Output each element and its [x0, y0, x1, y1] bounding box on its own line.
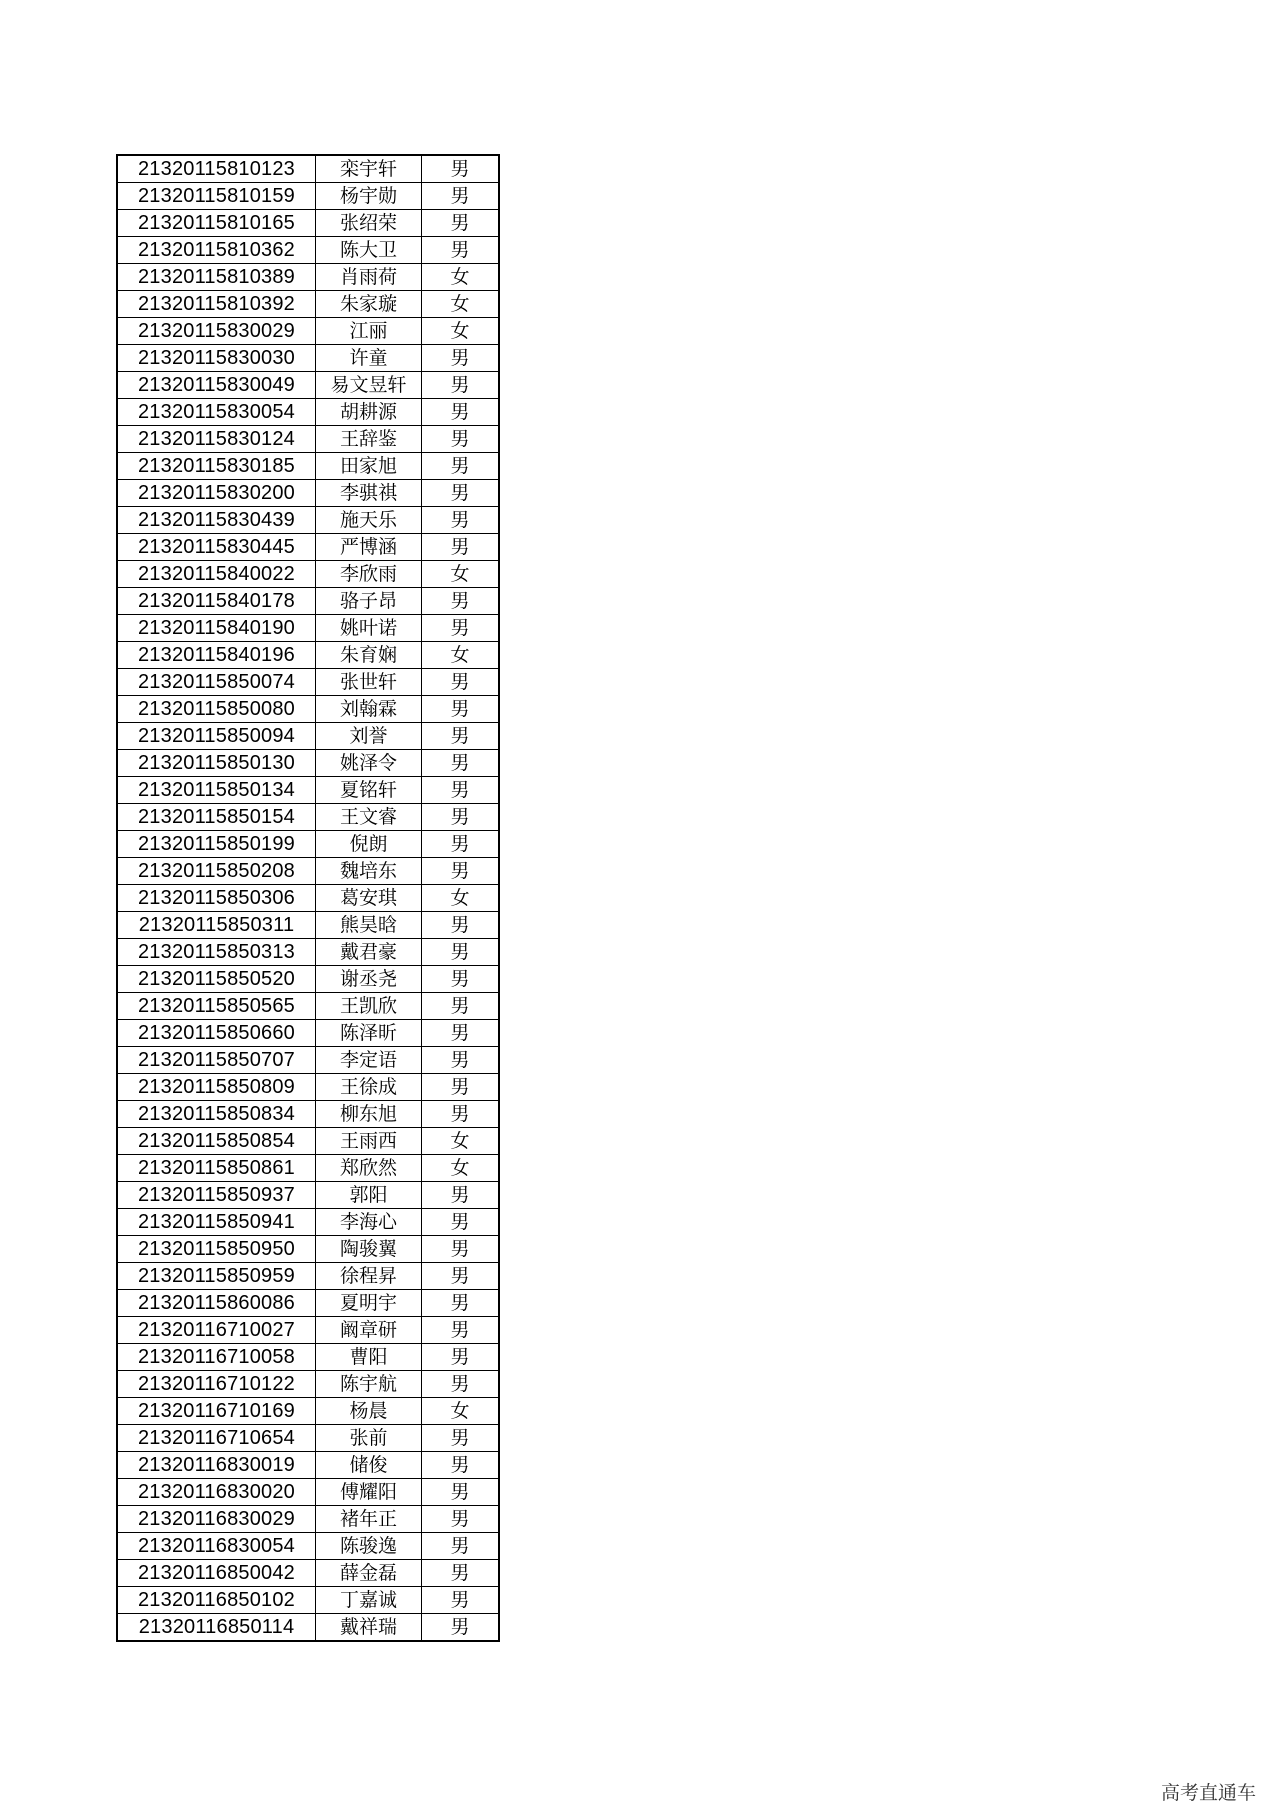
student-name-cell: 张世轩 — [316, 669, 422, 696]
gender-cell: 男 — [422, 939, 500, 966]
gender-cell: 男 — [422, 1047, 500, 1074]
table-row — [117, 426, 499, 453]
student-name-cell: 李骐祺 — [316, 480, 422, 507]
table-row — [117, 534, 499, 561]
gender-cell: 男 — [422, 696, 500, 723]
table-row — [117, 264, 499, 291]
roster-body — [117, 155, 499, 1641]
gender-cell: 男 — [422, 912, 500, 939]
gender-cell: 男 — [422, 669, 500, 696]
exam-number-cell: 21320116710122 — [117, 1371, 316, 1398]
gender-cell: 男 — [422, 858, 500, 885]
table-row — [117, 561, 499, 588]
exam-number-cell: 21320115850313 — [117, 939, 316, 966]
exam-number-cell: 21320116830019 — [117, 1452, 316, 1479]
student-name-cell: 丁嘉诚 — [316, 1587, 422, 1614]
gender-cell: 男 — [422, 1479, 500, 1506]
exam-number-cell: 21320115830445 — [117, 534, 316, 561]
gender-cell: 男 — [422, 345, 500, 372]
gender-cell: 男 — [422, 210, 500, 237]
student-name-cell: 王文睿 — [316, 804, 422, 831]
exam-number-cell: 21320115810389 — [117, 264, 316, 291]
student-name-cell: 刘翰霖 — [316, 696, 422, 723]
gender-cell: 女 — [422, 642, 500, 669]
gender-cell: 男 — [422, 1317, 500, 1344]
exam-number-cell: 21320115850809 — [117, 1074, 316, 1101]
student-name-cell: 肖雨荷 — [316, 264, 422, 291]
exam-number-cell: 21320115850208 — [117, 858, 316, 885]
table-row — [117, 1587, 499, 1614]
student-name-cell: 严博涵 — [316, 534, 422, 561]
exam-number-cell: 21320115810123 — [117, 155, 316, 183]
exam-number-cell: 21320115830200 — [117, 480, 316, 507]
table-row — [117, 966, 499, 993]
table-row — [117, 155, 499, 183]
student-name-cell: 陈骏逸 — [316, 1533, 422, 1560]
student-name-cell: 姚叶诺 — [316, 615, 422, 642]
table-row — [117, 615, 499, 642]
table-row — [117, 291, 499, 318]
gender-cell: 男 — [422, 1344, 500, 1371]
gender-cell: 男 — [422, 1587, 500, 1614]
table-row — [117, 507, 499, 534]
gender-cell: 女 — [422, 561, 500, 588]
table-row — [117, 1371, 499, 1398]
table-row — [117, 804, 499, 831]
gender-cell: 男 — [422, 534, 500, 561]
table-row — [117, 399, 499, 426]
exam-number-cell: 21320116850114 — [117, 1614, 316, 1642]
exam-number-cell: 21320115850861 — [117, 1155, 316, 1182]
student-name-cell: 谢丞尧 — [316, 966, 422, 993]
student-name-cell: 郑欣然 — [316, 1155, 422, 1182]
gender-cell: 男 — [422, 1101, 500, 1128]
table-row — [117, 1074, 499, 1101]
student-name-cell: 陈宇航 — [316, 1371, 422, 1398]
gender-cell: 女 — [422, 291, 500, 318]
exam-number-cell: 21320116710027 — [117, 1317, 316, 1344]
exam-number-cell: 21320116710058 — [117, 1344, 316, 1371]
student-name-cell: 王辞鉴 — [316, 426, 422, 453]
table-row — [117, 777, 499, 804]
gender-cell: 男 — [422, 1020, 500, 1047]
gender-cell: 男 — [422, 723, 500, 750]
gender-cell: 女 — [422, 318, 500, 345]
exam-number-cell: 21320115830185 — [117, 453, 316, 480]
table-row — [117, 993, 499, 1020]
exam-number-cell: 21320115840196 — [117, 642, 316, 669]
table-row — [117, 1128, 499, 1155]
gender-cell: 男 — [422, 615, 500, 642]
exam-number-cell: 21320115850959 — [117, 1263, 316, 1290]
table-row — [117, 480, 499, 507]
student-name-cell: 陈泽昕 — [316, 1020, 422, 1047]
table-row — [117, 831, 499, 858]
gender-cell: 男 — [422, 588, 500, 615]
exam-number-cell: 21320115850134 — [117, 777, 316, 804]
table-row — [117, 210, 499, 237]
exam-number-cell: 21320116830054 — [117, 1533, 316, 1560]
watermark-text: 高考直通车 — [1160, 1782, 1256, 1804]
table-row — [117, 642, 499, 669]
exam-number-cell: 21320115850311 — [117, 912, 316, 939]
table-row — [117, 1182, 499, 1209]
table-row — [117, 1344, 499, 1371]
student-name-cell: 李欣雨 — [316, 561, 422, 588]
table-row — [117, 669, 499, 696]
exam-number-cell: 21320115830030 — [117, 345, 316, 372]
exam-number-cell: 21320115860086 — [117, 1290, 316, 1317]
student-name-cell: 王凯欣 — [316, 993, 422, 1020]
table-row — [117, 318, 499, 345]
table-row — [117, 858, 499, 885]
exam-number-cell: 21320116830020 — [117, 1479, 316, 1506]
table-row — [117, 1263, 499, 1290]
exam-number-cell: 21320115850074 — [117, 669, 316, 696]
table-row — [117, 372, 499, 399]
exam-number-cell: 21320115850941 — [117, 1209, 316, 1236]
gender-cell: 男 — [422, 1425, 500, 1452]
student-name-cell: 熊昊晗 — [316, 912, 422, 939]
exam-number-cell: 21320115830124 — [117, 426, 316, 453]
gender-cell: 男 — [422, 372, 500, 399]
gender-cell: 男 — [422, 1074, 500, 1101]
student-name-cell: 张前 — [316, 1425, 422, 1452]
gender-cell: 男 — [422, 1371, 500, 1398]
student-name-cell: 倪朗 — [316, 831, 422, 858]
exam-number-cell: 21320115850520 — [117, 966, 316, 993]
gender-cell: 男 — [422, 966, 500, 993]
exam-number-cell: 21320115850306 — [117, 885, 316, 912]
gender-cell: 男 — [422, 453, 500, 480]
gender-cell: 男 — [422, 1506, 500, 1533]
gender-cell: 男 — [422, 804, 500, 831]
student-name-cell: 骆子昂 — [316, 588, 422, 615]
student-name-cell: 王徐成 — [316, 1074, 422, 1101]
gender-cell: 女 — [422, 885, 500, 912]
exam-number-cell: 21320115850130 — [117, 750, 316, 777]
student-name-cell: 储俊 — [316, 1452, 422, 1479]
student-name-cell: 陈大卫 — [316, 237, 422, 264]
exam-number-cell: 21320115830049 — [117, 372, 316, 399]
gender-cell: 男 — [422, 831, 500, 858]
table-row — [117, 1560, 499, 1587]
table-row — [117, 1020, 499, 1047]
exam-number-cell: 21320115830439 — [117, 507, 316, 534]
exam-number-cell: 21320115850707 — [117, 1047, 316, 1074]
student-name-cell: 魏培东 — [316, 858, 422, 885]
exam-number-cell: 21320115850094 — [117, 723, 316, 750]
exam-number-cell: 21320115840178 — [117, 588, 316, 615]
table-row — [117, 1479, 499, 1506]
gender-cell: 男 — [422, 480, 500, 507]
exam-number-cell: 21320115840022 — [117, 561, 316, 588]
student-name-cell: 杨宇勋 — [316, 183, 422, 210]
table-row — [117, 1614, 499, 1642]
student-name-cell: 傅耀阳 — [316, 1479, 422, 1506]
table-row — [117, 237, 499, 264]
student-name-cell: 夏铭轩 — [316, 777, 422, 804]
student-name-cell: 戴祥瑞 — [316, 1614, 422, 1642]
table-row — [117, 345, 499, 372]
exam-number-cell: 21320115850834 — [117, 1101, 316, 1128]
student-name-cell: 王雨西 — [316, 1128, 422, 1155]
student-name-cell: 郭阳 — [316, 1182, 422, 1209]
exam-number-cell: 21320115810392 — [117, 291, 316, 318]
exam-number-cell: 21320115850199 — [117, 831, 316, 858]
gender-cell: 男 — [422, 399, 500, 426]
student-name-cell: 许童 — [316, 345, 422, 372]
table-row — [117, 1236, 499, 1263]
student-name-cell: 姚泽令 — [316, 750, 422, 777]
student-name-cell: 田家旭 — [316, 453, 422, 480]
exam-number-cell: 21320115810159 — [117, 183, 316, 210]
exam-number-cell: 21320115850660 — [117, 1020, 316, 1047]
gender-cell: 男 — [422, 237, 500, 264]
student-name-cell: 杨晨 — [316, 1398, 422, 1425]
table-row — [117, 1425, 499, 1452]
gender-cell: 女 — [422, 264, 500, 291]
student-name-cell: 刘誉 — [316, 723, 422, 750]
gender-cell: 男 — [422, 155, 500, 183]
gender-cell: 男 — [422, 1290, 500, 1317]
student-name-cell: 柳东旭 — [316, 1101, 422, 1128]
table-row — [117, 750, 499, 777]
gender-cell: 男 — [422, 1614, 500, 1642]
gender-cell: 男 — [422, 777, 500, 804]
student-name-cell: 张绍荣 — [316, 210, 422, 237]
gender-cell: 男 — [422, 750, 500, 777]
table-row — [117, 723, 499, 750]
student-name-cell: 朱育娴 — [316, 642, 422, 669]
table-row — [117, 453, 499, 480]
table-row — [117, 1317, 499, 1344]
table-row — [117, 1209, 499, 1236]
student-name-cell: 栾宇轩 — [316, 155, 422, 183]
gender-cell: 男 — [422, 1182, 500, 1209]
student-name-cell: 陶骏翼 — [316, 1236, 422, 1263]
table-row — [117, 912, 499, 939]
gender-cell: 女 — [422, 1398, 500, 1425]
student-name-cell: 褚年正 — [316, 1506, 422, 1533]
gender-cell: 男 — [422, 1263, 500, 1290]
student-name-cell: 徐程昇 — [316, 1263, 422, 1290]
table-row — [117, 939, 499, 966]
student-name-cell: 易文昱轩 — [316, 372, 422, 399]
gender-cell: 男 — [422, 1209, 500, 1236]
exam-number-cell: 21320115830054 — [117, 399, 316, 426]
exam-number-cell: 21320116710654 — [117, 1425, 316, 1452]
exam-number-cell: 21320116850102 — [117, 1587, 316, 1614]
gender-cell: 男 — [422, 183, 500, 210]
student-name-cell: 李海心 — [316, 1209, 422, 1236]
gender-cell: 男 — [422, 993, 500, 1020]
gender-cell: 女 — [422, 1155, 500, 1182]
gender-cell: 男 — [422, 1452, 500, 1479]
exam-number-cell: 21320116850042 — [117, 1560, 316, 1587]
table-row — [117, 1290, 499, 1317]
gender-cell: 男 — [422, 1533, 500, 1560]
student-name-cell: 朱家璇 — [316, 291, 422, 318]
student-name-cell: 阚章研 — [316, 1317, 422, 1344]
exam-number-cell: 21320115810362 — [117, 237, 316, 264]
exam-number-cell: 21320115850565 — [117, 993, 316, 1020]
student-name-cell: 夏明宇 — [316, 1290, 422, 1317]
student-name-cell: 曹阳 — [316, 1344, 422, 1371]
student-name-cell: 李定语 — [316, 1047, 422, 1074]
table-row — [117, 588, 499, 615]
exam-number-cell: 21320116710169 — [117, 1398, 316, 1425]
gender-cell: 男 — [422, 507, 500, 534]
exam-number-cell: 21320115850080 — [117, 696, 316, 723]
table-row — [117, 696, 499, 723]
student-name-cell: 胡耕源 — [316, 399, 422, 426]
table-row — [117, 183, 499, 210]
student-name-cell: 江丽 — [316, 318, 422, 345]
exam-number-cell: 21320115840190 — [117, 615, 316, 642]
exam-number-cell: 21320115830029 — [117, 318, 316, 345]
gender-cell: 男 — [422, 1236, 500, 1263]
student-name-cell: 薛金磊 — [316, 1560, 422, 1587]
table-row — [117, 1506, 499, 1533]
exam-number-cell: 21320115810165 — [117, 210, 316, 237]
table-row — [117, 1452, 499, 1479]
table-row — [117, 1533, 499, 1560]
table-row — [117, 885, 499, 912]
table-row — [117, 1155, 499, 1182]
exam-number-cell: 21320115850154 — [117, 804, 316, 831]
exam-number-cell: 21320115850950 — [117, 1236, 316, 1263]
exam-number-cell: 21320115850937 — [117, 1182, 316, 1209]
student-name-cell: 施天乐 — [316, 507, 422, 534]
student-name-cell: 葛安琪 — [316, 885, 422, 912]
student-name-cell: 戴君豪 — [316, 939, 422, 966]
exam-number-cell: 21320115850854 — [117, 1128, 316, 1155]
gender-cell: 男 — [422, 1560, 500, 1587]
table-row — [117, 1047, 499, 1074]
gender-cell: 女 — [422, 1128, 500, 1155]
student-roster-table — [116, 154, 500, 1642]
table-row — [117, 1101, 499, 1128]
table-row — [117, 1398, 499, 1425]
exam-number-cell: 21320116830029 — [117, 1506, 316, 1533]
gender-cell: 男 — [422, 426, 500, 453]
